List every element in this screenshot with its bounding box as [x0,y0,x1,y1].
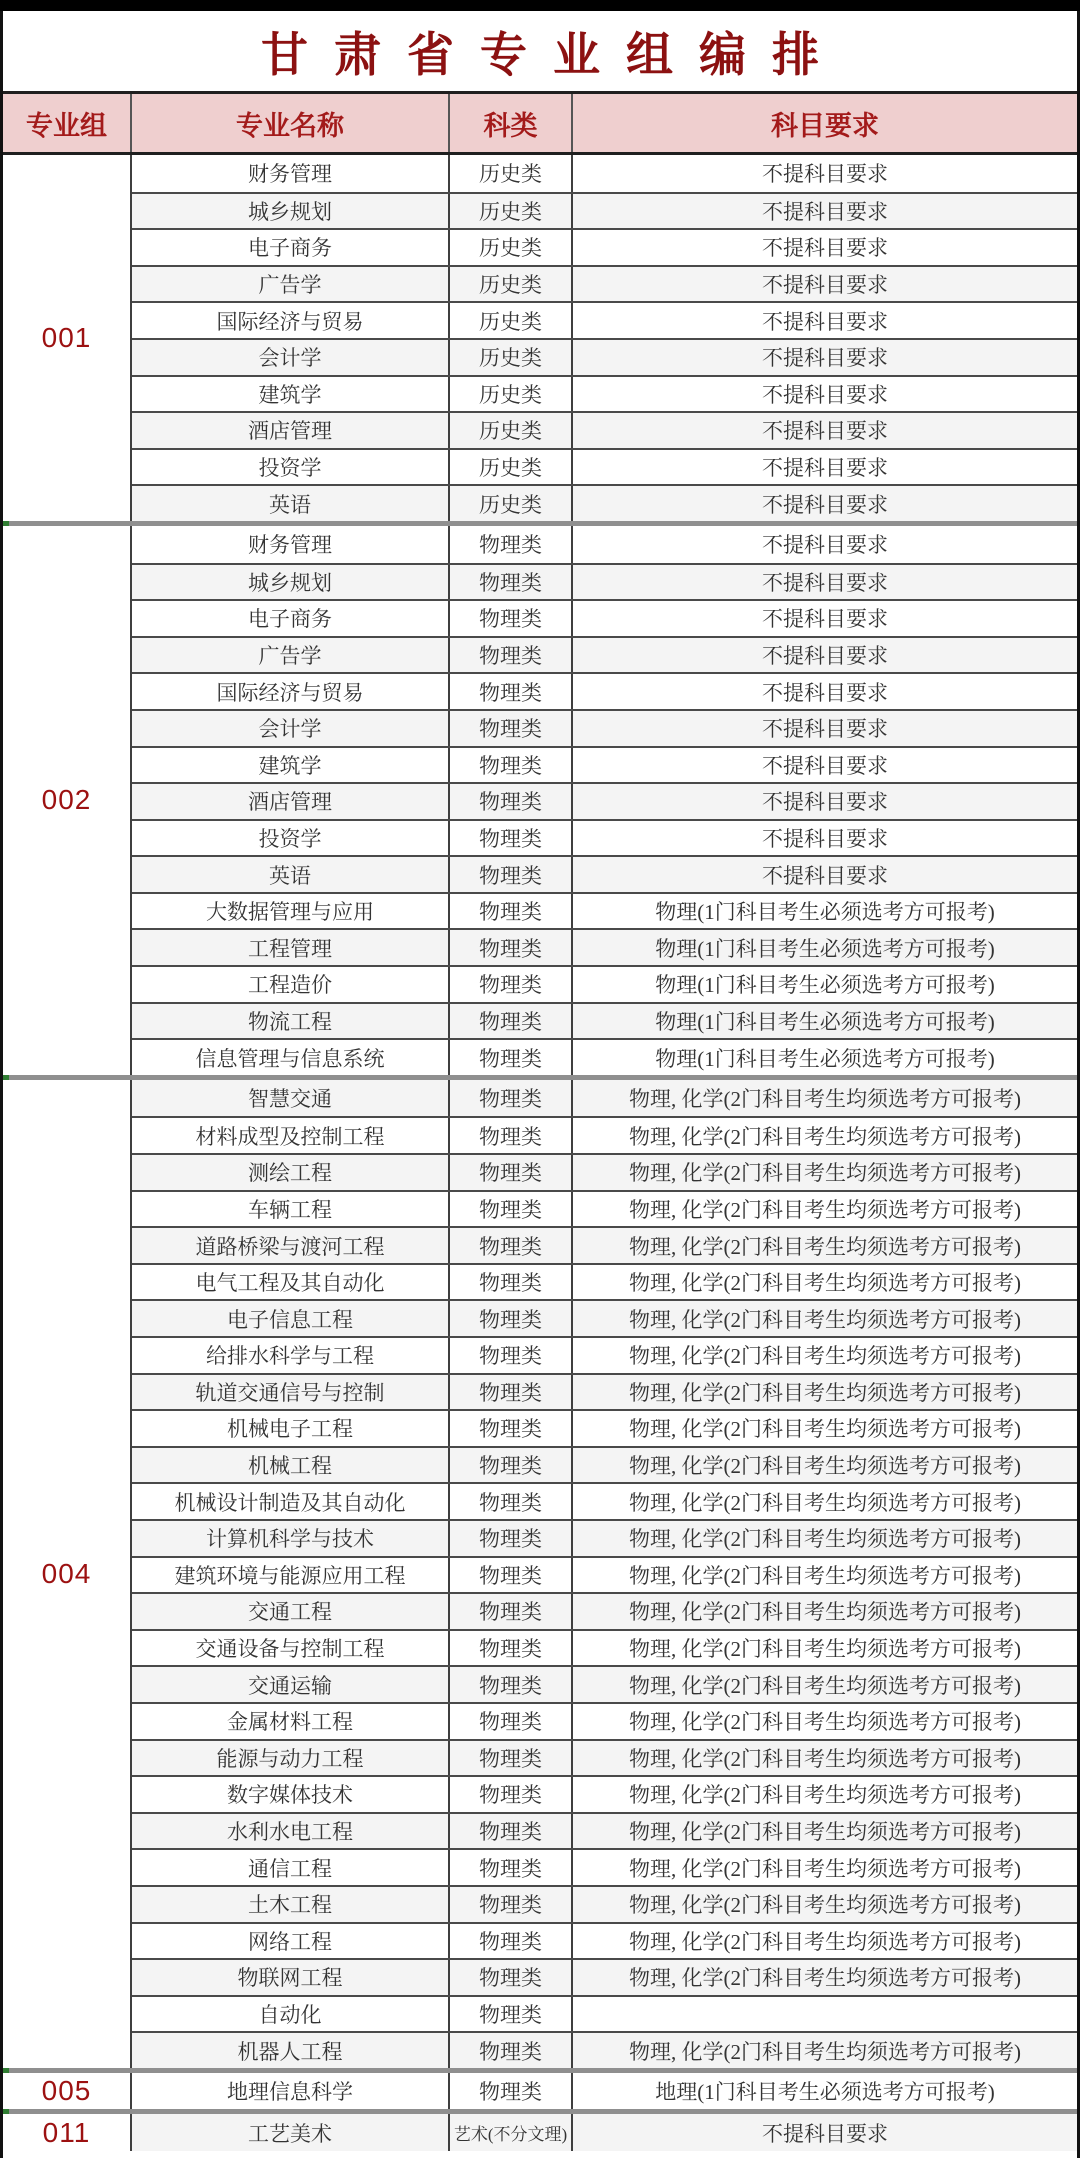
requirement-cell: 物理, 化学(2门科目考生均须选考方可报考) [629,1344,1021,1369]
table-row [132,1665,1077,1702]
requirement-cell: 物理, 化学(2门科目考生均须选考方可报考) [629,1234,1021,1259]
category-cell: 物理类 [450,967,573,1002]
requirement-cell: 不提科目要求 [762,717,888,742]
requirement-cell: 不提科目要求 [762,419,888,444]
table-row [132,1775,1077,1812]
category-cell: 物理类 [450,1004,573,1039]
requirement-cell: 物理(1门科目考生必须选考方可报考) [655,973,995,998]
category-cell: 物理类 [450,1814,573,1849]
major-name-cell: 测绘工程 [132,1155,450,1190]
major-name-cell: 交通运输 [132,1667,450,1702]
requirement-cell: 物理, 化学(2门科目考生均须选考方可报考) [629,1454,1021,1479]
major-name-cell: 网络工程 [132,1924,450,1959]
category-cell: 物理类 [450,857,573,892]
category-cell: 物理类 [450,1521,573,1556]
category-cell: 历史类 [450,155,573,192]
requirement-cell: 物理, 化学(2门科目考生均须选考方可报考) [629,1929,1021,1954]
requirement-cell: 地理(1门科目考生必须选考方可报考) [655,2080,995,2105]
requirement-cell: 不提科目要求 [762,533,888,558]
category-cell: 物理类 [450,1887,573,1922]
requirement-cell: 物理, 化学(2门科目考生均须选考方可报考) [629,1197,1021,1222]
requirement-cell: 物理(1门科目考生必须选考方可报考) [655,936,995,961]
group-id-cell [3,1080,132,2068]
category-cell: 物理类 [450,711,573,746]
major-name-cell: 国际经济与贸易 [132,303,450,338]
category-cell: 物理类 [450,674,573,709]
category-cell: 历史类 [450,230,573,265]
table-row [132,1299,1077,1336]
requirement-cell: 不提科目要求 [762,680,888,705]
requirement-cell: 物理, 化学(2门科目考生均须选考方可报考) [629,1527,1021,1552]
table-row [132,301,1077,338]
major-name-cell: 建筑学 [132,748,450,783]
table-row [132,1922,1077,1959]
requirement-cell: 不提科目要求 [762,2121,888,2146]
major-name-cell: 物联网工程 [132,1960,450,1995]
table-row [132,2031,1077,2068]
major-name-cell: 车辆工程 [132,1192,450,1227]
requirement-cell: 不提科目要求 [762,607,888,632]
table-row [132,1116,1077,1153]
group-section-001 [3,155,1077,521]
table-row [132,1336,1077,1373]
requirement-cell: 不提科目要求 [762,162,888,187]
table-row [132,1519,1077,1556]
major-name-cell: 能源与动力工程 [132,1741,450,1776]
table-row [132,1038,1077,1075]
table-row [132,1958,1077,1995]
table-row [132,1556,1077,1593]
category-cell: 历史类 [450,486,573,521]
major-name-cell: 广告学 [132,638,450,673]
category-cell: 物理类 [450,2073,573,2110]
table-row [132,1226,1077,1263]
category-cell: 物理类 [450,565,573,600]
table-row [132,228,1077,265]
table-row [132,892,1077,929]
table-row [132,1592,1077,1629]
table-row [132,411,1077,448]
category-cell: 物理类 [450,1631,573,1666]
top-black-bar [0,0,1080,11]
group-id-label: 004 [41,1557,92,1589]
category-cell: 物理类 [450,1667,573,1702]
category-cell: 历史类 [450,267,573,302]
table-row [132,855,1077,892]
major-name-cell: 信息管理与信息系统 [132,1040,450,1075]
major-name-cell: 酒店管理 [132,413,450,448]
category-cell: 物理类 [450,1040,573,1075]
major-name-cell: 道路桥梁与渡河工程 [132,1228,450,1263]
major-name-cell: 机械设计制造及其自动化 [132,1484,450,1519]
category-cell: 物理类 [450,2033,573,2068]
table-frame [0,11,1080,2158]
category-cell: 历史类 [450,194,573,229]
category-cell: 历史类 [450,377,573,412]
requirement-cell: 物理, 化学(2门科目考生均须选考方可报考) [629,1637,1021,1662]
category-cell: 物理类 [450,1777,573,1812]
table-row [132,1995,1077,2032]
category-cell: 物理类 [450,1558,573,1593]
major-name-cell: 地理信息科学 [132,2073,450,2110]
table-row [132,1629,1077,1666]
group-section-011 [3,2109,1077,2151]
category-cell: 物理类 [450,526,573,563]
requirement-cell: 不提科目要求 [762,790,888,815]
table-row [132,1812,1077,1849]
title-area [3,11,1077,91]
category-cell: 物理类 [450,1741,573,1776]
major-name-cell: 自动化 [132,1997,450,2032]
group-id-cell [3,2073,132,2110]
table-row [132,599,1077,636]
table-row [132,338,1077,375]
group-section-002 [3,521,1077,1075]
table-row [132,1446,1077,1483]
major-name-cell: 机器人工程 [132,2033,450,2068]
major-name-cell: 机械工程 [132,1448,450,1483]
group-id-label: 011 [42,2116,91,2148]
requirement-cell: 不提科目要求 [762,492,888,517]
major-name-cell: 城乡规划 [132,565,450,600]
major-name-cell: 智慧交通 [132,1080,450,1117]
major-name-cell: 工程造价 [132,967,450,1002]
table-row [132,1739,1077,1776]
major-name-cell: 机械电子工程 [132,1411,450,1446]
group-id-cell [3,526,132,1075]
major-name-cell: 水利水电工程 [132,1814,450,1849]
requirement-cell: 物理, 化学(2门科目考生均须选考方可报考) [629,1161,1021,1186]
category-cell: 物理类 [450,1375,573,1410]
category-cell: 物理类 [450,1338,573,1373]
group-rows [132,526,1077,1075]
requirement-cell: 不提科目要求 [762,199,888,224]
table-row [132,1409,1077,1446]
major-name-cell: 交通设备与控制工程 [132,1631,450,1666]
category-cell: 物理类 [450,748,573,783]
category-cell: 物理类 [450,1228,573,1263]
category-cell: 物理类 [450,1411,573,1446]
requirement-cell: 不提科目要求 [762,236,888,261]
requirement-cell: 物理, 化学(2门科目考生均须选考方可报考) [629,1380,1021,1405]
group-id-cell [3,155,132,521]
major-name-cell: 财务管理 [132,526,450,563]
table-row [132,1702,1077,1739]
requirement-cell: 物理, 化学(2门科目考生均须选考方可报考) [629,1271,1021,1296]
table-row [132,965,1077,1002]
table-row [132,1190,1077,1227]
table-header-row [3,91,1077,155]
category-cell: 物理类 [450,1594,573,1629]
major-name-cell: 英语 [132,857,450,892]
major-name-cell: 交通工程 [132,1594,450,1629]
category-cell: 物理类 [450,1484,573,1519]
requirement-cell: 物理, 化学(2门科目考生均须选考方可报考) [629,1417,1021,1442]
table-row [132,928,1077,965]
major-name-cell: 电子信息工程 [132,1301,450,1336]
requirement-cell: 不提科目要求 [762,309,888,334]
table-row [132,563,1077,600]
major-name-cell: 建筑学 [132,377,450,412]
requirement-cell: 物理, 化学(2门科目考生均须选考方可报考) [629,1746,1021,1771]
major-name-cell: 给排水科学与工程 [132,1338,450,1373]
requirement-cell: 物理, 化学(2门科目考生均须选考方可报考) [629,1600,1021,1625]
requirement-cell [573,1997,1077,2032]
category-cell: 物理类 [450,1118,573,1153]
table-body [3,155,1077,2158]
requirement-cell: 物理, 化学(2门科目考生均须选考方可报考) [629,1710,1021,1735]
table-row [132,672,1077,709]
category-cell: 物理类 [450,894,573,929]
major-name-cell: 工艺美术 [132,2114,450,2151]
major-name-cell: 酒店管理 [132,784,450,819]
table-row [132,1263,1077,1300]
requirement-cell: 不提科目要求 [762,826,888,851]
category-cell: 历史类 [450,413,573,448]
requirement-cell: 物理, 化学(2门科目考生均须选考方可报考) [629,1124,1021,1149]
major-name-cell: 材料成型及控制工程 [132,1118,450,1153]
category-cell: 物理类 [450,1997,573,2032]
table-row [132,526,1077,563]
table-row [132,746,1077,783]
major-name-cell: 国际经济与贸易 [132,674,450,709]
requirement-cell: 物理, 化学(2门科目考生均须选考方可报考) [629,1563,1021,1588]
table-row [132,484,1077,521]
category-cell: 物理类 [450,1265,573,1300]
table-row [132,1482,1077,1519]
table-row [132,1153,1077,1190]
major-name-cell: 城乡规划 [132,194,450,229]
table-row [132,819,1077,856]
table-row [132,1080,1077,1117]
header-cell-category: 科类 [450,94,573,152]
requirement-cell: 物理, 化学(2门科目考生均须选考方可报考) [629,2039,1021,2064]
major-name-cell: 广告学 [132,267,450,302]
requirement-cell: 物理(1门科目考生必须选考方可报考) [655,1046,995,1071]
requirement-cell: 物理, 化学(2门科目考生均须选考方可报考) [629,1783,1021,1808]
major-name-cell: 土木工程 [132,1887,450,1922]
category-cell: 物理类 [450,1155,573,1190]
requirement-cell: 不提科目要求 [762,644,888,669]
major-name-cell: 通信工程 [132,1850,450,1885]
requirement-cell: 不提科目要求 [762,863,888,888]
requirement-cell: 物理, 化学(2门科目考生均须选考方可报考) [629,1087,1021,1112]
table-row [132,375,1077,412]
category-cell: 历史类 [450,340,573,375]
category-cell: 物理类 [450,1960,573,1995]
major-name-cell: 工程管理 [132,930,450,965]
category-cell: 物理类 [450,1448,573,1483]
group-id-label: 002 [41,784,92,816]
major-name-cell: 会计学 [132,711,450,746]
requirement-cell: 物理, 化学(2门科目考生均须选考方可报考) [629,1856,1021,1881]
table-row [132,1848,1077,1885]
category-cell: 物理类 [450,1192,573,1227]
header-cell-requirement: 科目要求 [771,110,879,141]
table-row [132,782,1077,819]
major-name-cell: 计算机科学与技术 [132,1521,450,1556]
major-name-cell: 金属材料工程 [132,1704,450,1739]
major-name-cell: 电气工程及其自动化 [132,1265,450,1300]
category-cell: 历史类 [450,303,573,338]
table-row [132,448,1077,485]
category-cell: 物理类 [450,930,573,965]
table-row [132,2114,1077,2151]
requirement-cell: 不提科目要求 [762,570,888,595]
table-row [132,265,1077,302]
major-name-cell: 物流工程 [132,1004,450,1039]
major-name-cell: 投资学 [132,821,450,856]
table-row [132,709,1077,746]
table-row [132,1002,1077,1039]
table-row [132,636,1077,673]
requirement-cell: 不提科目要求 [762,273,888,298]
requirement-cell: 物理, 化学(2门科目考生均须选考方可报考) [629,1820,1021,1845]
requirement-cell: 不提科目要求 [762,346,888,371]
category-cell: 物理类 [450,1704,573,1739]
table-row [132,1373,1077,1410]
major-name-cell: 会计学 [132,340,450,375]
major-name-cell: 建筑环境与能源应用工程 [132,1558,450,1593]
requirement-cell: 物理, 化学(2门科目考生均须选考方可报考) [629,1307,1021,1332]
header-cell-major: 专业名称 [132,94,450,152]
table-row [132,192,1077,229]
group-id-label: 005 [41,2075,92,2107]
requirement-cell: 物理(1门科目考生必须选考方可报考) [655,1009,995,1034]
category-cell: 物理类 [450,638,573,673]
group-rows [132,155,1077,521]
group-section-005 [3,2068,1077,2110]
requirement-cell: 物理, 化学(2门科目考生均须选考方可报考) [629,1966,1021,1991]
page-title: 甘肃省专业组编排 [261,29,845,82]
requirement-cell: 不提科目要求 [762,753,888,778]
major-name-cell: 电子商务 [132,601,450,636]
requirement-cell: 物理, 化学(2门科目考生均须选考方可报考) [629,1893,1021,1918]
group-id-cell [3,2114,132,2151]
table-row [132,2073,1077,2110]
requirement-cell: 不提科目要求 [762,456,888,481]
group-rows [132,2073,1077,2110]
category-cell: 艺术(不分文理) [450,2114,573,2151]
category-cell: 物理类 [450,1924,573,1959]
major-name-cell: 投资学 [132,450,450,485]
major-name-cell: 轨道交通信号与控制 [132,1375,450,1410]
requirement-cell: 物理(1门科目考生必须选考方可报考) [655,900,995,925]
group-rows [132,2114,1077,2151]
requirement-cell: 不提科目要求 [762,382,888,407]
category-cell: 物理类 [450,1850,573,1885]
table-row [132,155,1077,192]
major-name-cell: 电子商务 [132,230,450,265]
header-cell-group: 专业组 [3,94,132,152]
major-name-cell: 财务管理 [132,155,450,192]
group-rows [132,1080,1077,2068]
major-name-cell: 数字媒体技术 [132,1777,450,1812]
category-cell: 历史类 [450,450,573,485]
category-cell: 物理类 [450,784,573,819]
table-row [132,1885,1077,1922]
category-cell: 物理类 [450,601,573,636]
requirement-cell: 物理, 化学(2门科目考生均须选考方可报考) [629,1490,1021,1515]
major-name-cell: 英语 [132,486,450,521]
group-id-label: 001 [41,321,92,353]
category-cell: 物理类 [450,1301,573,1336]
category-cell: 物理类 [450,821,573,856]
category-cell: 物理类 [450,1080,573,1117]
major-name-cell: 大数据管理与应用 [132,894,450,929]
requirement-cell: 物理, 化学(2门科目考生均须选考方可报考) [629,1673,1021,1698]
group-section-004 [3,1075,1077,2068]
